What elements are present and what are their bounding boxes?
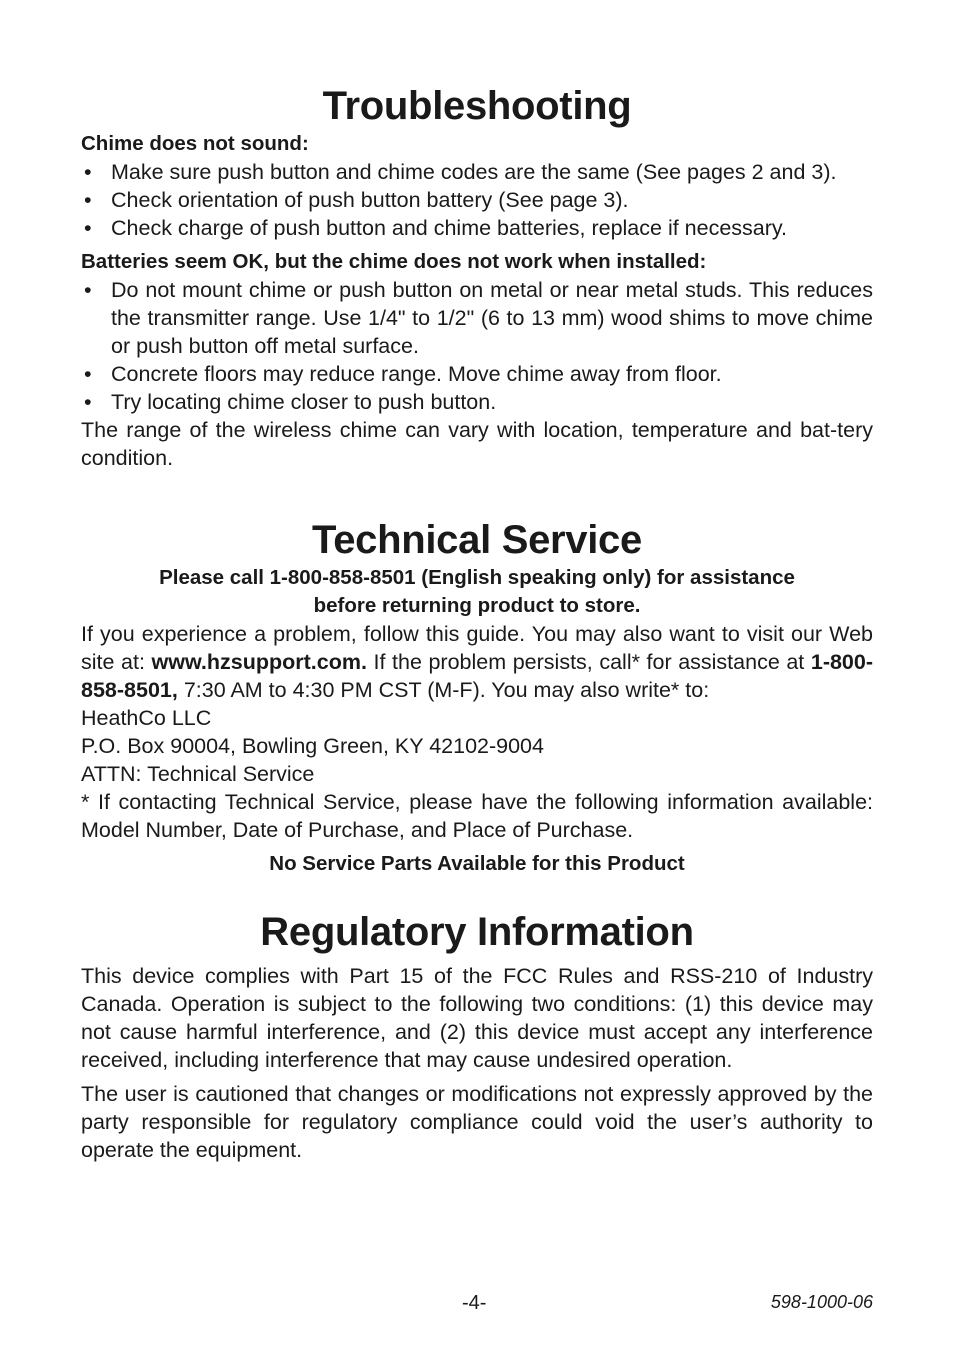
no-service-parts: No Service Parts Available for this Product (269, 852, 685, 875)
regulatory-paragraph-2: The user is cautioned that changes or modifications not expressly approved by the party responsible for regulatory compliance could void the user’s authority to operate the equipment. (81, 1082, 873, 1162)
address-line: HeathCo LLC (81, 706, 212, 730)
troubleshooting-title: Troubleshooting (322, 84, 632, 128)
document-number: 598-1000-06 (770, 1292, 873, 1312)
list-item: • Check orientation of push button battery (See page 3). (84, 188, 629, 212)
contact-note: * If contacting Technical Service, please have the following information available: Model Number, Date of Purchase, and Place of Purchase. (81, 790, 873, 842)
address-line: ATTN: Technical Service (81, 762, 315, 786)
bullet-icon: • (84, 278, 92, 302)
chime-not-sound-list (81, 158, 873, 242)
list-item: • Do not mount chime or push button on metal or near metal studs. This reduces the transmitter range. Use 1/4" to 1/2" (6 to 13 mm) wood shims to move chime or push button off metal surface. (84, 278, 873, 358)
list-item: • Concrete floors may reduce range. Move chime away from floor. (84, 362, 722, 386)
page-footer (0, 1292, 954, 1318)
website-link[interactable]: www.hzsupport.com. (151, 650, 367, 674)
chime-not-sound-heading: Chime does not sound: (81, 132, 309, 155)
batteries-ok-heading: Batteries seem OK, but the chime does not work when installed: (81, 250, 707, 273)
bullet-icon: • (84, 160, 92, 184)
page-number: -4- (462, 1292, 487, 1314)
address-line: P.O. Box 90004, Bowling Green, KY 42102-9004 (81, 734, 544, 758)
bullet-icon: • (84, 362, 92, 386)
regulatory-title: Regulatory Information (260, 910, 694, 954)
technical-service-paragraph: If you experience a problem, follow this guide. You may also want to visit our Web site at: www.hzsupport.com. If the problem persists, call* for assistance at 1-800-858-8501, 7:30 AM to 4:30 PM CST (M-F). You may also write* to: (81, 622, 874, 702)
technical-service-title: Technical Service (312, 518, 642, 562)
list-item: • Check charge of push button and chime batteries, replace if necessary. (84, 216, 788, 240)
call-line-2: before returning product to store. (313, 594, 641, 617)
phone-number: 1-800-858-8501, (81, 650, 874, 702)
batteries-ok-list (81, 276, 873, 416)
bullet-icon: • (84, 188, 92, 212)
bullet-icon: • (84, 216, 92, 240)
range-note: The range of the wireless chime can vary with location, temperature and bat-tery condition. (81, 418, 873, 470)
document-page (81, 82, 873, 1164)
regulatory-paragraph-1: This device complies with Part 15 of the FCC Rules and RSS-210 of Industry Canada. Operation is subject to the following two conditions: (1) this device may not cause harmful interference, and (2) this device must accept any interference received, including interference that may cause undesired operation. (81, 964, 873, 1072)
list-item: • Make sure push button and chime codes are the same (See pages 2 and 3). (84, 160, 837, 184)
call-line-1: Please call 1-800-858-8501 (English speaking only) for assistance (159, 566, 795, 589)
bullet-icon: • (84, 390, 92, 414)
list-item: • Try locating chime closer to push button. (84, 390, 497, 414)
